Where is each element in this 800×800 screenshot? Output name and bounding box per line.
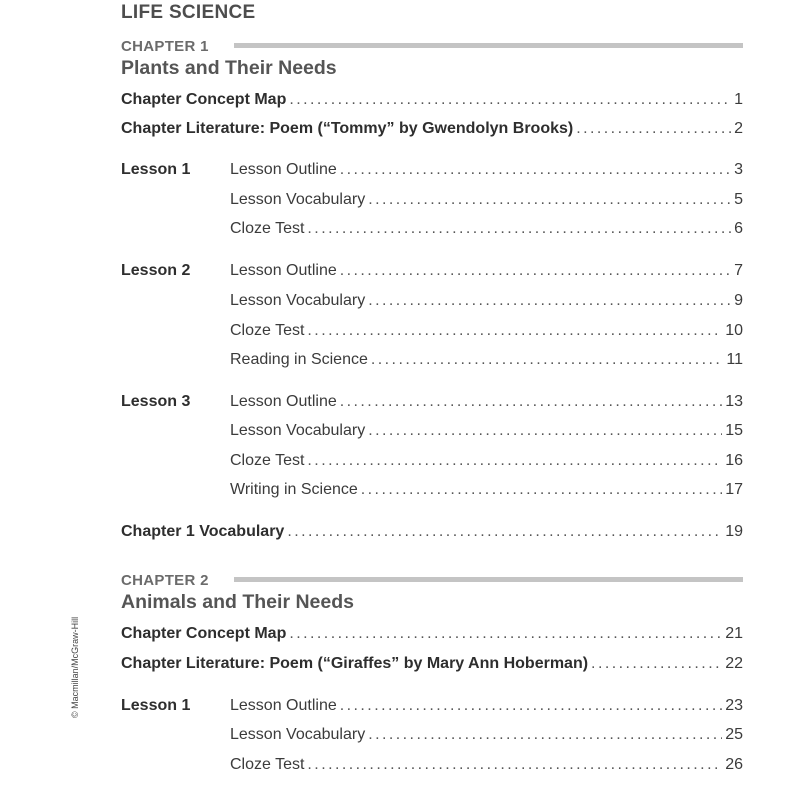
page-number: 16 — [725, 452, 743, 469]
chapter-label: CHAPTER 1 — [121, 38, 209, 55]
dot-leader — [287, 521, 722, 543]
lesson-label: Lesson 1 — [121, 697, 191, 714]
toc-entry-lesson-vocabulary[interactable] — [121, 420, 743, 442]
chapter-divider-rule — [234, 577, 743, 582]
toc-entry-label: Lesson Vocabulary — [230, 422, 366, 439]
page-number: 15 — [725, 422, 743, 439]
lesson-label: Lesson 2 — [121, 262, 191, 279]
dot-leader — [368, 290, 731, 312]
toc-entry-lesson-vocabulary[interactable] — [121, 724, 743, 746]
page-number: 21 — [725, 625, 743, 642]
page-number: 17 — [725, 481, 743, 498]
chapter-title: Plants and Their Needs — [121, 57, 337, 79]
dot-leader — [368, 420, 722, 442]
toc-entry-label: Lesson Outline — [230, 161, 337, 178]
toc-entry-literature[interactable] — [121, 653, 743, 675]
copyright-notice: © Macmillan/McGraw-Hill — [70, 616, 80, 718]
page-number: 22 — [725, 655, 743, 672]
toc-entry-lesson-vocabulary[interactable] — [121, 189, 743, 211]
toc-entry-cloze-test[interactable] — [121, 754, 743, 776]
chapter-title: Animals and Their Needs — [121, 591, 354, 613]
dot-leader — [289, 89, 731, 111]
dot-leader — [307, 754, 722, 776]
page-number: 9 — [734, 292, 743, 309]
page-number: 10 — [725, 322, 743, 339]
page-number: 2 — [734, 120, 743, 137]
toc-entry-label: Chapter Literature: Poem (“Tommy” by Gwendolyn Brooks) — [121, 120, 574, 137]
toc-entry-lesson-outline[interactable] — [121, 260, 743, 282]
toc-entry-lesson-outline[interactable] — [121, 695, 743, 717]
toc-entry-label: Lesson Vocabulary — [230, 292, 366, 309]
toc-entry-label: Lesson Outline — [230, 262, 337, 279]
dot-leader — [340, 695, 722, 717]
dot-leader — [340, 159, 731, 181]
dot-leader — [368, 189, 731, 211]
toc-entry-label: Chapter 1 Vocabulary — [121, 523, 285, 540]
dot-leader — [591, 653, 722, 675]
toc-entry-label: Chapter Concept Map — [121, 625, 287, 642]
toc-entry-chapter-vocabulary[interactable] — [121, 521, 743, 543]
toc-entry-label: Lesson Outline — [230, 697, 337, 714]
page-number: 11 — [726, 351, 743, 368]
toc-entry-label: Chapter Literature: Poem (“Giraffes” by Mary Ann Hoberman) — [121, 655, 589, 672]
toc-entry-label: Lesson Vocabulary — [230, 191, 366, 208]
chapter-label: CHAPTER 2 — [121, 572, 209, 589]
dot-leader — [307, 450, 722, 472]
toc-entry-literature[interactable] — [121, 118, 743, 140]
toc-entry-label: Writing in Science — [230, 481, 358, 498]
toc-entry-lesson-outline[interactable] — [121, 159, 743, 181]
unit-title: LIFE SCIENCE — [121, 2, 256, 23]
toc-entry-label: Chapter Concept Map — [121, 91, 287, 108]
toc-entry-label: Cloze Test — [230, 220, 305, 237]
dot-leader — [371, 349, 724, 371]
toc-entry-writing-in-science[interactable] — [121, 479, 743, 501]
dot-leader — [576, 118, 731, 140]
dot-leader — [340, 391, 722, 413]
page-number: 23 — [725, 697, 743, 714]
dot-leader — [289, 623, 722, 645]
page-number: 25 — [725, 726, 743, 743]
toc-entry-label: Cloze Test — [230, 452, 305, 469]
lesson-label: Lesson 1 — [121, 161, 191, 178]
toc-entry-concept-map[interactable] — [121, 623, 743, 645]
toc-entry-concept-map[interactable] — [121, 89, 743, 111]
page-number: 26 — [725, 756, 743, 773]
toc-entry-lesson-vocabulary[interactable] — [121, 290, 743, 312]
toc-entry-cloze-test[interactable] — [121, 320, 743, 342]
dot-leader — [361, 479, 722, 501]
toc-entry-label: Cloze Test — [230, 756, 305, 773]
toc-entry-lesson-outline[interactable] — [121, 391, 743, 413]
toc-entry-label: Cloze Test — [230, 322, 305, 339]
dot-leader — [307, 218, 731, 240]
page-number: 6 — [734, 220, 743, 237]
chapter-divider-rule — [234, 43, 743, 48]
toc-entry-label: Lesson Vocabulary — [230, 726, 366, 743]
toc-entry-label: Lesson Outline — [230, 393, 337, 410]
page-number: 13 — [725, 393, 743, 410]
page-number: 5 — [734, 191, 743, 208]
lesson-label: Lesson 3 — [121, 393, 191, 410]
page-number: 3 — [734, 161, 743, 178]
toc-entry-label: Reading in Science — [230, 351, 368, 368]
page-number: 7 — [734, 262, 743, 279]
chapter-2-header — [121, 572, 743, 614]
dot-leader — [307, 320, 722, 342]
toc-entry-reading-in-science[interactable] — [121, 349, 743, 371]
dot-leader — [368, 724, 722, 746]
page-number: 19 — [725, 523, 743, 540]
toc-entry-cloze-test[interactable] — [121, 450, 743, 472]
dot-leader — [340, 260, 731, 282]
toc-entry-cloze-test[interactable] — [121, 218, 743, 240]
chapter-1-header — [121, 38, 743, 80]
page-number: 1 — [734, 91, 743, 108]
